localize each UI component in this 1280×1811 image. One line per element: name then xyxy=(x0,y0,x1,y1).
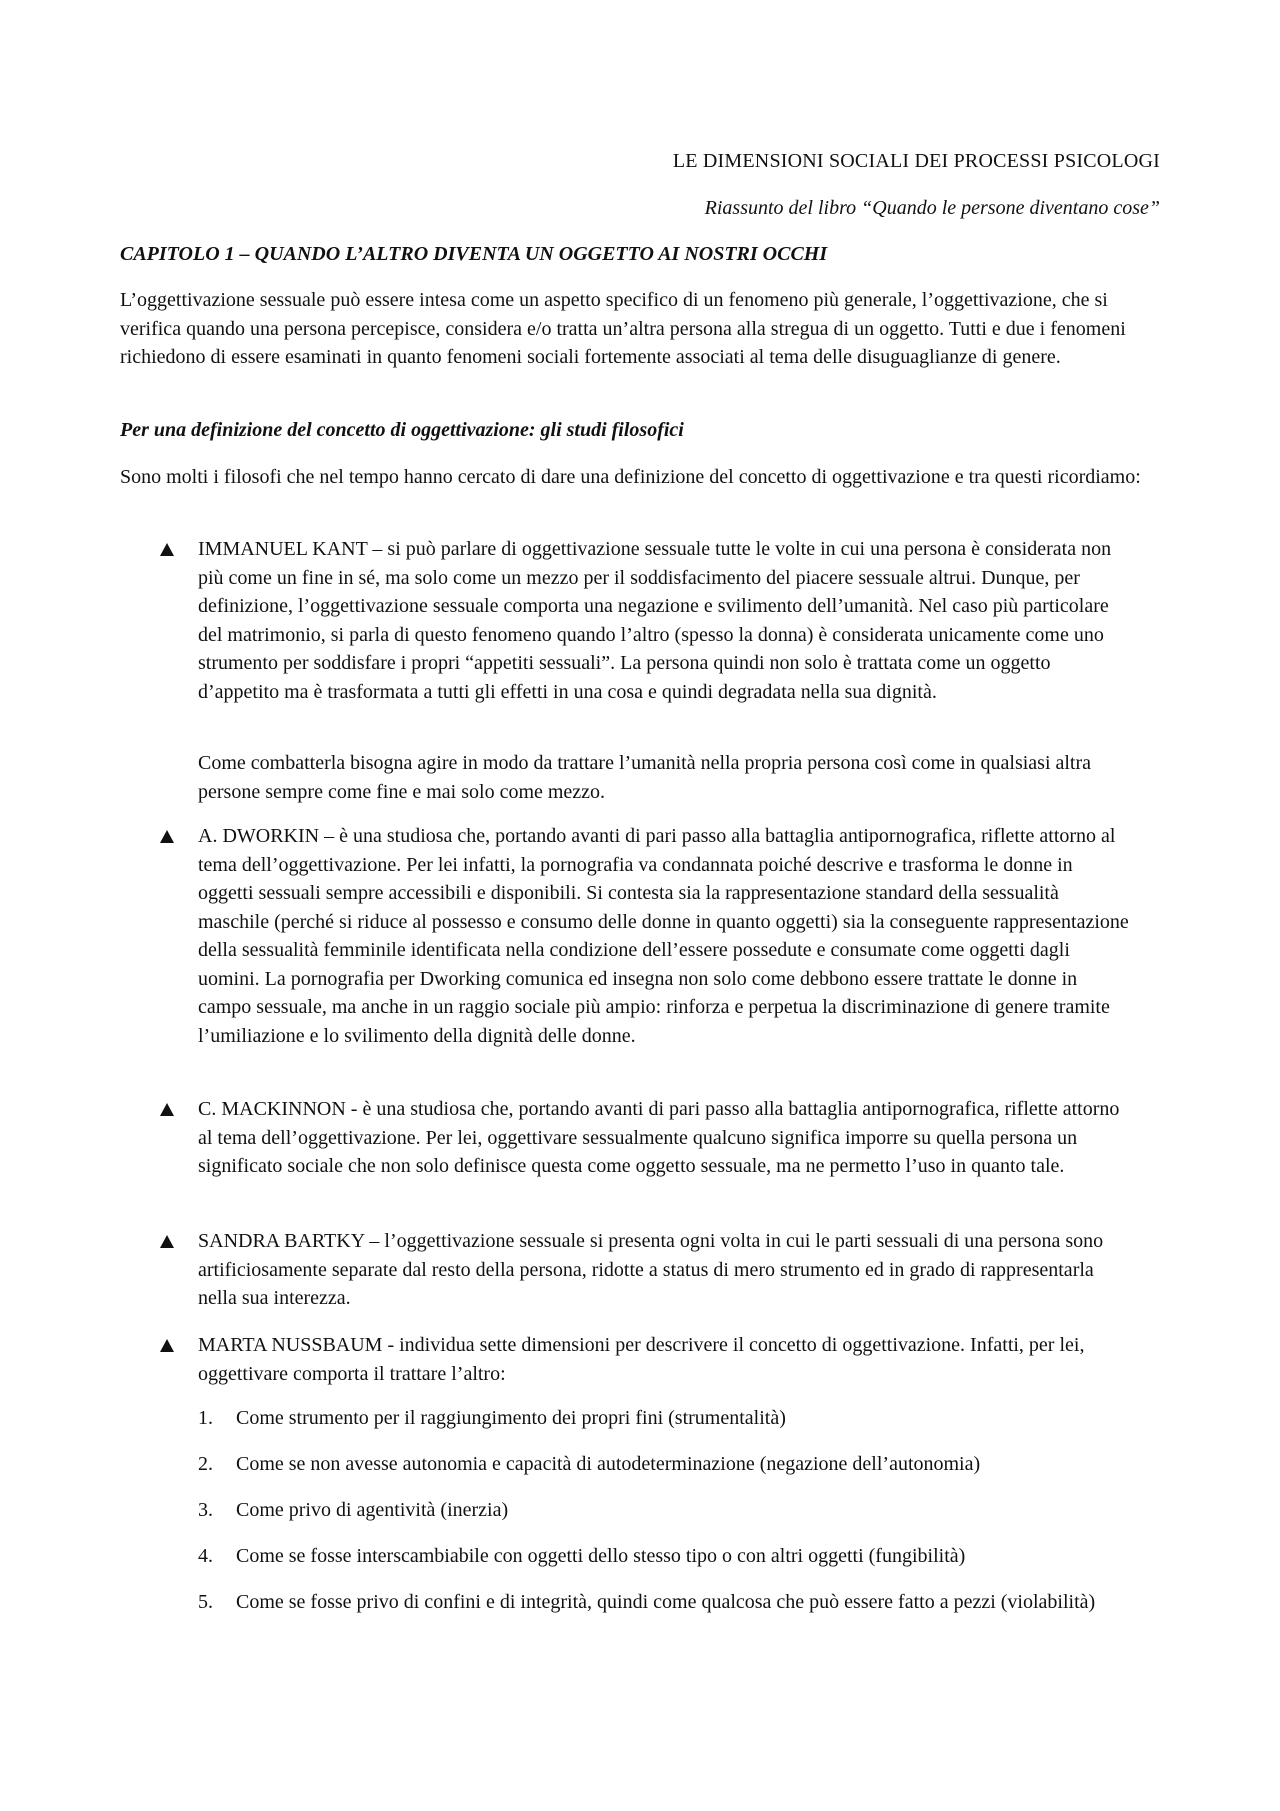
numbered-item xyxy=(198,1542,966,1571)
numbered-item xyxy=(198,1588,1096,1617)
numbered-item-label: 5. xyxy=(198,1591,213,1613)
triangle-bullet-icon xyxy=(160,1103,174,1116)
numbered-item-label: 3. xyxy=(198,1499,213,1521)
section-heading: Per una definizione del concetto di oggettivazione: gli studi filosofici xyxy=(120,419,684,441)
chapter-heading: CAPITOLO 1 – QUANDO L’ALTRO DIVENTA UN OGGETTO AI NOSTRI OCCHI xyxy=(120,243,828,265)
numbered-item-label: 2. xyxy=(198,1453,213,1475)
list-item-text: IMMANUEL KANT – si può parlare di oggettivazione sessuale tutte le volte in cui una persona è considerata non più come un fine in sé, ma solo come un mezzo per il soddisfacimento del piacere sessuale altrui. Dunque, per definizione, l’oggettivazione sessuale comporta una negazione e svilimento dell’umanità. Nel caso più particolare del matrimonio, si parla di questo fenomeno quando l’altro (spesso la donna) è considerata unicamente come uno strumento per soddisfare i propri “appetiti sessuali”. La persona quindi non solo è trattata come un oggetto d’appetito ma è trasformata a tutti gli effetti in una cosa e quindi degradata nella sua dignità. xyxy=(198,538,1112,703)
numbered-item-text: Come se fosse privo di confini e di integrità, quindi come qualcosa che può essere fatto a pezzi (violabilità) xyxy=(236,1591,1096,1613)
numbered-item-label: 4. xyxy=(198,1545,213,1567)
triangle-bullet-icon xyxy=(160,1235,174,1248)
list-item-text: C. MACKINNON - è una studiosa che, portando avanti di pari passo alla battaglia antipornografica, riflette attorno al tema dell’oggettivazione. Per lei, oggettivare sessualmente qualcuno significa imporre su quella persona un significato sociale che non solo definisce questa come oggetto sessuale, ma ne permetto l’uso in quanto tale. xyxy=(198,1098,1120,1177)
document-subtitle: Riassunto del libro “Quando le persone diventano cose” xyxy=(704,197,1160,219)
numbered-item xyxy=(198,1496,509,1525)
list-item-text: A. DWORKIN – è una studiosa che, portando avanti di pari passo alla battaglia antipornografica, riflette attorno al tema dell’oggettivazione. Per lei infatti, la pornografia va condannata poiché descrive e trasforma le donne in oggetti sessuali sempre accessibili e disponibili. Si contesta sia la rappresentazione standard della sessualità maschile (perché si riduce al possesso e consumo delle donne in quanto oggetti) sia la conseguente rappresentazione della sessualità femminile identificata nella condizione dell’essere possedute e consumate come oggetti dagli uomini. La pornografia per Dworking comunica ed insegna non solo come debbono essere trattate le donne in campo sessuale, ma anche in un raggio sociale più ampio: rinforza e perpetua la discriminazione di genere tramite l’umiliazione e lo svilimento della dignità delle donne. xyxy=(198,825,1129,1047)
section-intro-paragraph: Sono molti i filosofi che nel tempo hanno cercato di dare una definizione del concetto di oggettivazione e tra questi ricordiamo: xyxy=(120,466,1141,488)
list-item-extra-paragraph: Come combatterla bisogna agire in modo da trattare l’umanità nella propria persona così come in qualsiasi altra persone sempre come fine e mai solo come mezzo. xyxy=(198,752,1092,803)
triangle-bullet-icon xyxy=(160,830,174,843)
list-item-text: SANDRA BARTKY – l’oggettivazione sessuale si presenta ogni volta in cui le parti sessuali di una persona sono artificiosamente separate dal resto della persona, ridotte a status di mero strumento ed in grado di rappresentarla nella sua interezza. xyxy=(198,1230,1104,1309)
numbered-item-text: Come se non avesse autonomia e capacità di autodeterminazione (negazione dell’autonomia) xyxy=(236,1453,981,1475)
intro-paragraph: L’oggettivazione sessuale può essere intesa come un aspetto specifico di un fenomeno più generale, l’oggettivazione, che si verifica quando una persona percepisce, considera e/o tratta un’altra persona alla stregua di un oggetto. Tutti e due i fenomeni richiedono di essere esaminati in quanto fenomeni sociali fortemente associati al tema delle disuguaglianze di genere. xyxy=(120,289,1126,368)
list-item-text: MARTA NUSSBAUM - individua sette dimensioni per descrivere il concetto di oggettivazione. Infatti, per lei, oggettivare comporta il trattare l’altro: xyxy=(198,1334,1085,1385)
triangle-bullet-icon xyxy=(160,1339,174,1352)
triangle-bullet-icon xyxy=(160,543,174,556)
numbered-item xyxy=(198,1450,981,1479)
numbered-item-text: Come strumento per il raggiungimento dei propri fini (strumentalità) xyxy=(236,1407,786,1429)
numbered-item-label: 1. xyxy=(198,1407,213,1429)
document-title: LE DIMENSIONI SOCIALI DEI PROCESSI PSICOLOGI xyxy=(672,150,1160,172)
numbered-item xyxy=(198,1404,786,1433)
numbered-item-text: Come se fosse interscambiabile con oggetti dello stesso tipo o con altri oggetti (fungibilità) xyxy=(236,1545,966,1567)
numbered-item-text: Come privo di agentività (inerzia) xyxy=(236,1499,509,1521)
